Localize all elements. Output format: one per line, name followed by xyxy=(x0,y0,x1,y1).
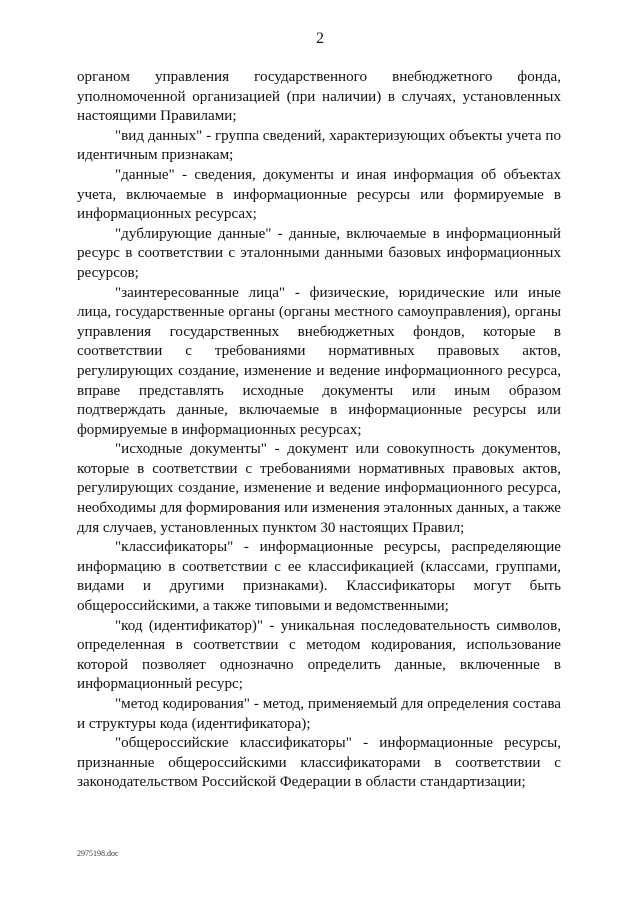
definition-metod-kodirovaniya: "метод кодирования" - метод, применяемый для определения состава и структуры кода (идентификатора); xyxy=(77,696,561,732)
page-number: 2 xyxy=(316,30,324,47)
definition-zainteresovannye-litsa: "заинтересованные лица" - физические, юридические или иные лица, государственные органы (органы местного самоуправления), органы управления государственных внебюджетных фондов, которые в соответствии с требованиями нормативных правовых актов, регулирующих создание, изменение и ведение информационного ресурса, вправе представлять исходные документы или иным образом подтверждать данные, включаемые в информационные ресурсы или формируемые в информационных ресурсах; xyxy=(77,284,561,438)
definition-kod-identifikator: "код (идентификатор)" - уникальная последовательность символов, определенная в соответствии с методом кодирования, использование которой позволяет однозначно определить данные, включенные в информационный ресурс; xyxy=(77,617,561,693)
definition-dubliruyushchie-dannye: "дублирующие данные" - данные, включаемые в информационный ресурс в соответствии с эталонными данными базовых информационных ресурсов; xyxy=(77,225,561,281)
definition-klassifikatory: "классификаторы" - информационные ресурсы, распределяющие информацию в соответствии с ее классификацией (классами, группами, видами и другими признаками). Классификаторы могут быть общероссийскими, а также типовыми и ведомственными; xyxy=(77,539,561,615)
definition-iskhodnye-dokumenty: "исходные документы" - документ или совокупность документов, которые в соответствии с требованиями нормативных правовых актов, регулирующих создание, изменение и ведение информационного ресурса, необходимы для формирования или изменения эталонных данных, а также для случаев, установленных пунктом 30 настоящих Правил; xyxy=(77,441,561,536)
definition-obshcherossiyskie-klassifikatory: "общероссийские классификаторы" - информационные ресурсы, признанные общероссийскими классификаторами в соответствии с законодательством Российской Федерации в области стандартизации; xyxy=(77,735,561,791)
document-body xyxy=(77,68,561,793)
footer-document-code: 2975198.doc xyxy=(77,849,119,858)
definition-vid-dannykh: "вид данных" - группа сведений, характеризующих объекты учета по идентичным признакам; xyxy=(77,127,561,164)
paragraph-continuation: органом управления государственного внебюджетного фонда, уполномоченной организацией (при наличии) в случаях, установленных настоящими Правилами; xyxy=(77,69,561,125)
definition-dannye: "данные" - сведения, документы и иная информация об объектах учета, включаемые в информационные ресурсы или формируемые в информационных ресурсах; xyxy=(77,166,561,223)
